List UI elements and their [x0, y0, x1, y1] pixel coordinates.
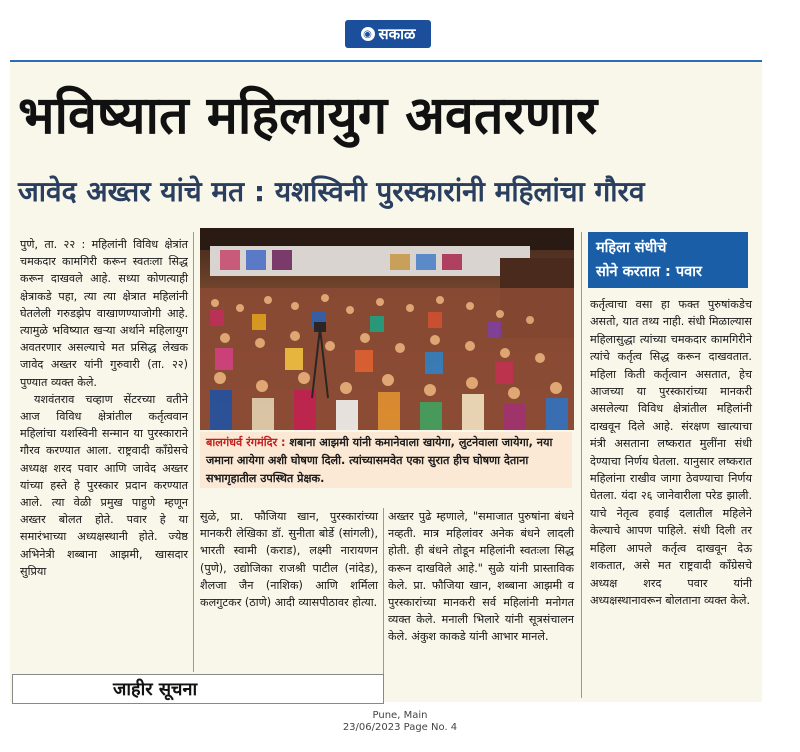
- sidebar-article-column: [590, 296, 752, 609]
- sidebar-heading-line-2: सोने करतात : पवार: [596, 264, 702, 280]
- edition-label: Pune, Main: [372, 710, 428, 721]
- public-notice-heading: जाहीर सूचना: [12, 674, 384, 704]
- photo-caption: [200, 432, 572, 488]
- headline: भविष्यात महिलायुग अवतरणार: [18, 86, 598, 146]
- article-column-1: [20, 236, 188, 580]
- newspaper-logo: [345, 20, 431, 48]
- column-divider: [193, 232, 194, 672]
- event-photo: [200, 228, 574, 430]
- article-paragraph: यशवंतराव चव्हाण सेंटरच्या वतीने आज विविध क्षेत्रांतील कर्तृत्ववान महिलांचा यशस्विनी सन्मान या पुरस्काराने गौरव करण्यात आला. राष्ट्रवादी काँग्रेसचे अध्यक्ष शरद पवार आणि जावेद अख्तर यांच्या हस्ते हे पुरस्कार प्रदान करण्यात आले. त्या वेळी प्रमुख पाहुणे म्हणून अख्तर बोलत होते. पवार हे या समारंभाच्या अध्यक्षस्थानी होते. ज्येष्ठ अभिनेत्री शब्बाना आझमी, खासदार सुप्रिया: [20, 392, 188, 578]
- caption-location: बालगंधर्व रंगमंदिर :: [206, 436, 286, 449]
- date-page-label: 23/06/2023 Page No. 4: [342, 722, 458, 733]
- column-divider: [383, 508, 384, 698]
- caption-text: शबाना आझमी यांनी कमानेवाला खायेगा, लुटनेवाला जायेगा, नया जमाना आयेगा अशी घोषणा दिली. त्यांच्यासमवेत एका सुरात हीच घोषणा देताना सभागृहातील उपस्थित प्रेक्षक.: [206, 436, 553, 485]
- article-paragraph: सुळे, प्रा. फौजिया खान, पुरस्कारांच्या मानकरी लेखिका डॉ. सुनीता बोर्डे (सांगली), भारती स्वामी (कराड), लक्ष्मी नारायणन (पुणे), उद्योजिका राजश्री पाटील (नांदेड), शैलजा जैन (नाशिक) आणि शर्मिला कलगुटकर (ठाणे) आदी व्यासपीठावर होत्या.: [200, 510, 378, 610]
- article-paragraph: पुणे, ता. २२ : महिलांनी विविध क्षेत्रांत चमकदार कामगिरी करून स्वतःला सिद्ध करून दाखवले आहे. सध्या कोणत्याही क्षेत्राकडे पहा, त्या त्या क्षेत्रात महिलांनी घेतलेली गरुडझेप वाखाणण्याजोगी आहे. त्यामुळे भविष्यात खऱ्या अर्थाने महिलायुग अवतरणार असल्याचे मत प्रसिद्ध लेखक जावेद अख्तर यांनी गुरुवारी (ता. २२) पुण्यात व्यक्त केले.: [20, 238, 188, 389]
- audience-photo-illustration: [200, 228, 574, 430]
- article-column-2: [200, 508, 378, 611]
- logo-emblem-icon: ◉: [361, 27, 375, 41]
- article-column-3: [388, 508, 574, 646]
- article-paragraph: कर्तृत्वाचा वसा हा फक्त पुरुषांकडेच असतो, यात तथ्य नाही. संधी मिळाल्यास महिलासुद्धा त्यांच्या चमकदार कामगिरीने त्यांचे कर्तृत्व सिद्ध करून दाखवतात. महिला किती कर्तृत्वान असतात, हेच आजच्या या पुरस्कारांच्या मानकरी असलेल्या विविध क्षेत्रांतील महिलांनी दाखवून दिले आहे. संरक्षण खात्याचा मंत्री असताना लष्करात मुलींना संधी देण्याचा निर्णय घेतला. यानुसार लष्करात महिलांना राखीव जागा ठेवण्याचा निर्णय घेतला. यंदा २६ जानेवारीला परेड झाली. याचे नेतृत्व हवाई दलातील महिलेने केल्याचे आपण पाहिले. संधी दिली तर महिला आपले कर्तृत्व दाखवून देऊ शकतात, असे मत राष्ट्रवादी काँग्रेसचे अध्यक्ष शरद पवार यांनी अध्यक्षस्थानावरून बोलताना व्यक्त केले.: [590, 298, 752, 607]
- article-paragraph: अख्तर पुढे म्हणाले, "समाजात पुरुषांना बंधने नव्हती. मात्र महिलांवर अनेक बंधने लादली होती. ही बंधने तोडून महिलांनी स्वतःला सिद्ध करून दाखविले आहे." सुळे यांनी प्रास्ताविक केले. प्रा. फौजिया खान, शब्बाना आझमी व पुरस्कारांच्या मानकरी सर्व महिलांनी मनोगत व्यक्त केले. मनाली भिलारे यांनी सूत्रसंचालन केले. अंकुश काकडे यांनी आभार मानले.: [388, 510, 574, 644]
- newspaper-name: सकाळ: [378, 25, 416, 43]
- subheadline: जावेद अख्तर यांचे मत : यशस्विनी पुरस्कारांनी महिलांचा गौरव: [18, 175, 645, 208]
- column-divider: [581, 232, 582, 698]
- sidebar-heading-box: [588, 232, 748, 288]
- sidebar-heading-line-1: महिला संधीचे: [596, 240, 667, 256]
